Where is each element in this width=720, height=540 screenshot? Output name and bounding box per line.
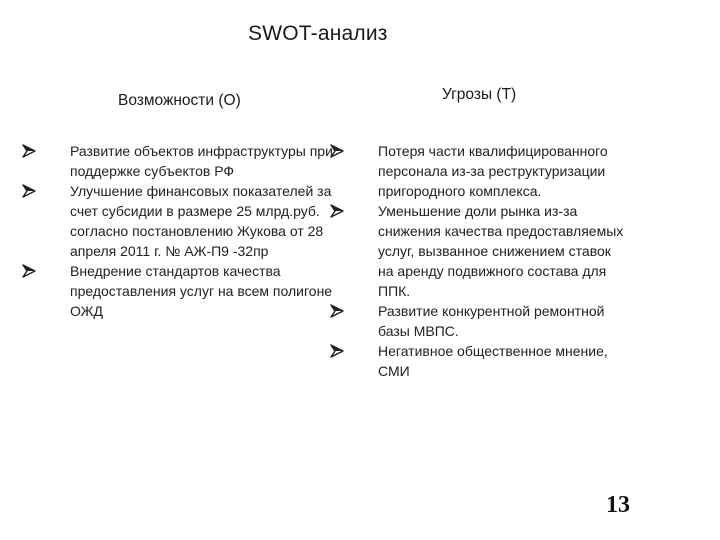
list-item <box>330 301 630 341</box>
arrowhead-bullet-icon <box>330 144 344 158</box>
list-item <box>22 261 342 321</box>
list-item <box>22 181 342 261</box>
list-item <box>330 141 630 201</box>
arrowhead-bullet-icon <box>330 344 344 358</box>
list-item <box>330 341 630 381</box>
arrowhead-bullet-icon <box>330 304 344 318</box>
threats-heading: Угрозы (Т) <box>442 86 517 103</box>
list-item-text: Развитие объектов инфраструктуры при поддержке субъектов РФ <box>70 143 333 179</box>
arrowhead-bullet-icon <box>330 204 344 218</box>
list-item-text: Внедрение стандартов качества предоставления услуг на всем полигоне ОЖД <box>70 263 333 319</box>
list-item-text: Потеря части квалифицированного персонала из-за реструктуризации пригородного комплекса. <box>378 143 608 199</box>
threats-list <box>330 141 630 381</box>
list-item-text: Улучшение финансовых показателей за счет субсидии в размере 25 млрд.руб. согласно постановлению Жукова от 28 апреля 2011 г. № АЖ-П9 -32пр <box>70 183 332 259</box>
list-item-text: Развитие конкурентной ремонтной базы МВПС. <box>378 303 605 339</box>
arrowhead-bullet-icon <box>22 144 36 158</box>
page-number: 13 <box>606 492 630 518</box>
arrowhead-bullet-icon <box>22 264 36 278</box>
slide-title: SWOT-анализ <box>248 22 388 45</box>
list-item <box>330 201 630 301</box>
list-item-text: Уменьшение доли рынка из-за снижения качества предоставляемых услуг, вызванное снижением ставок на аренду подвижного состава для ППК. <box>378 203 624 299</box>
list-item <box>22 141 342 181</box>
arrowhead-bullet-icon <box>22 184 36 198</box>
list-item-text: Негативное общественное мнение, СМИ <box>378 343 608 379</box>
opportunities-heading: Возможности (О) <box>118 92 241 109</box>
opportunities-list <box>22 141 342 321</box>
